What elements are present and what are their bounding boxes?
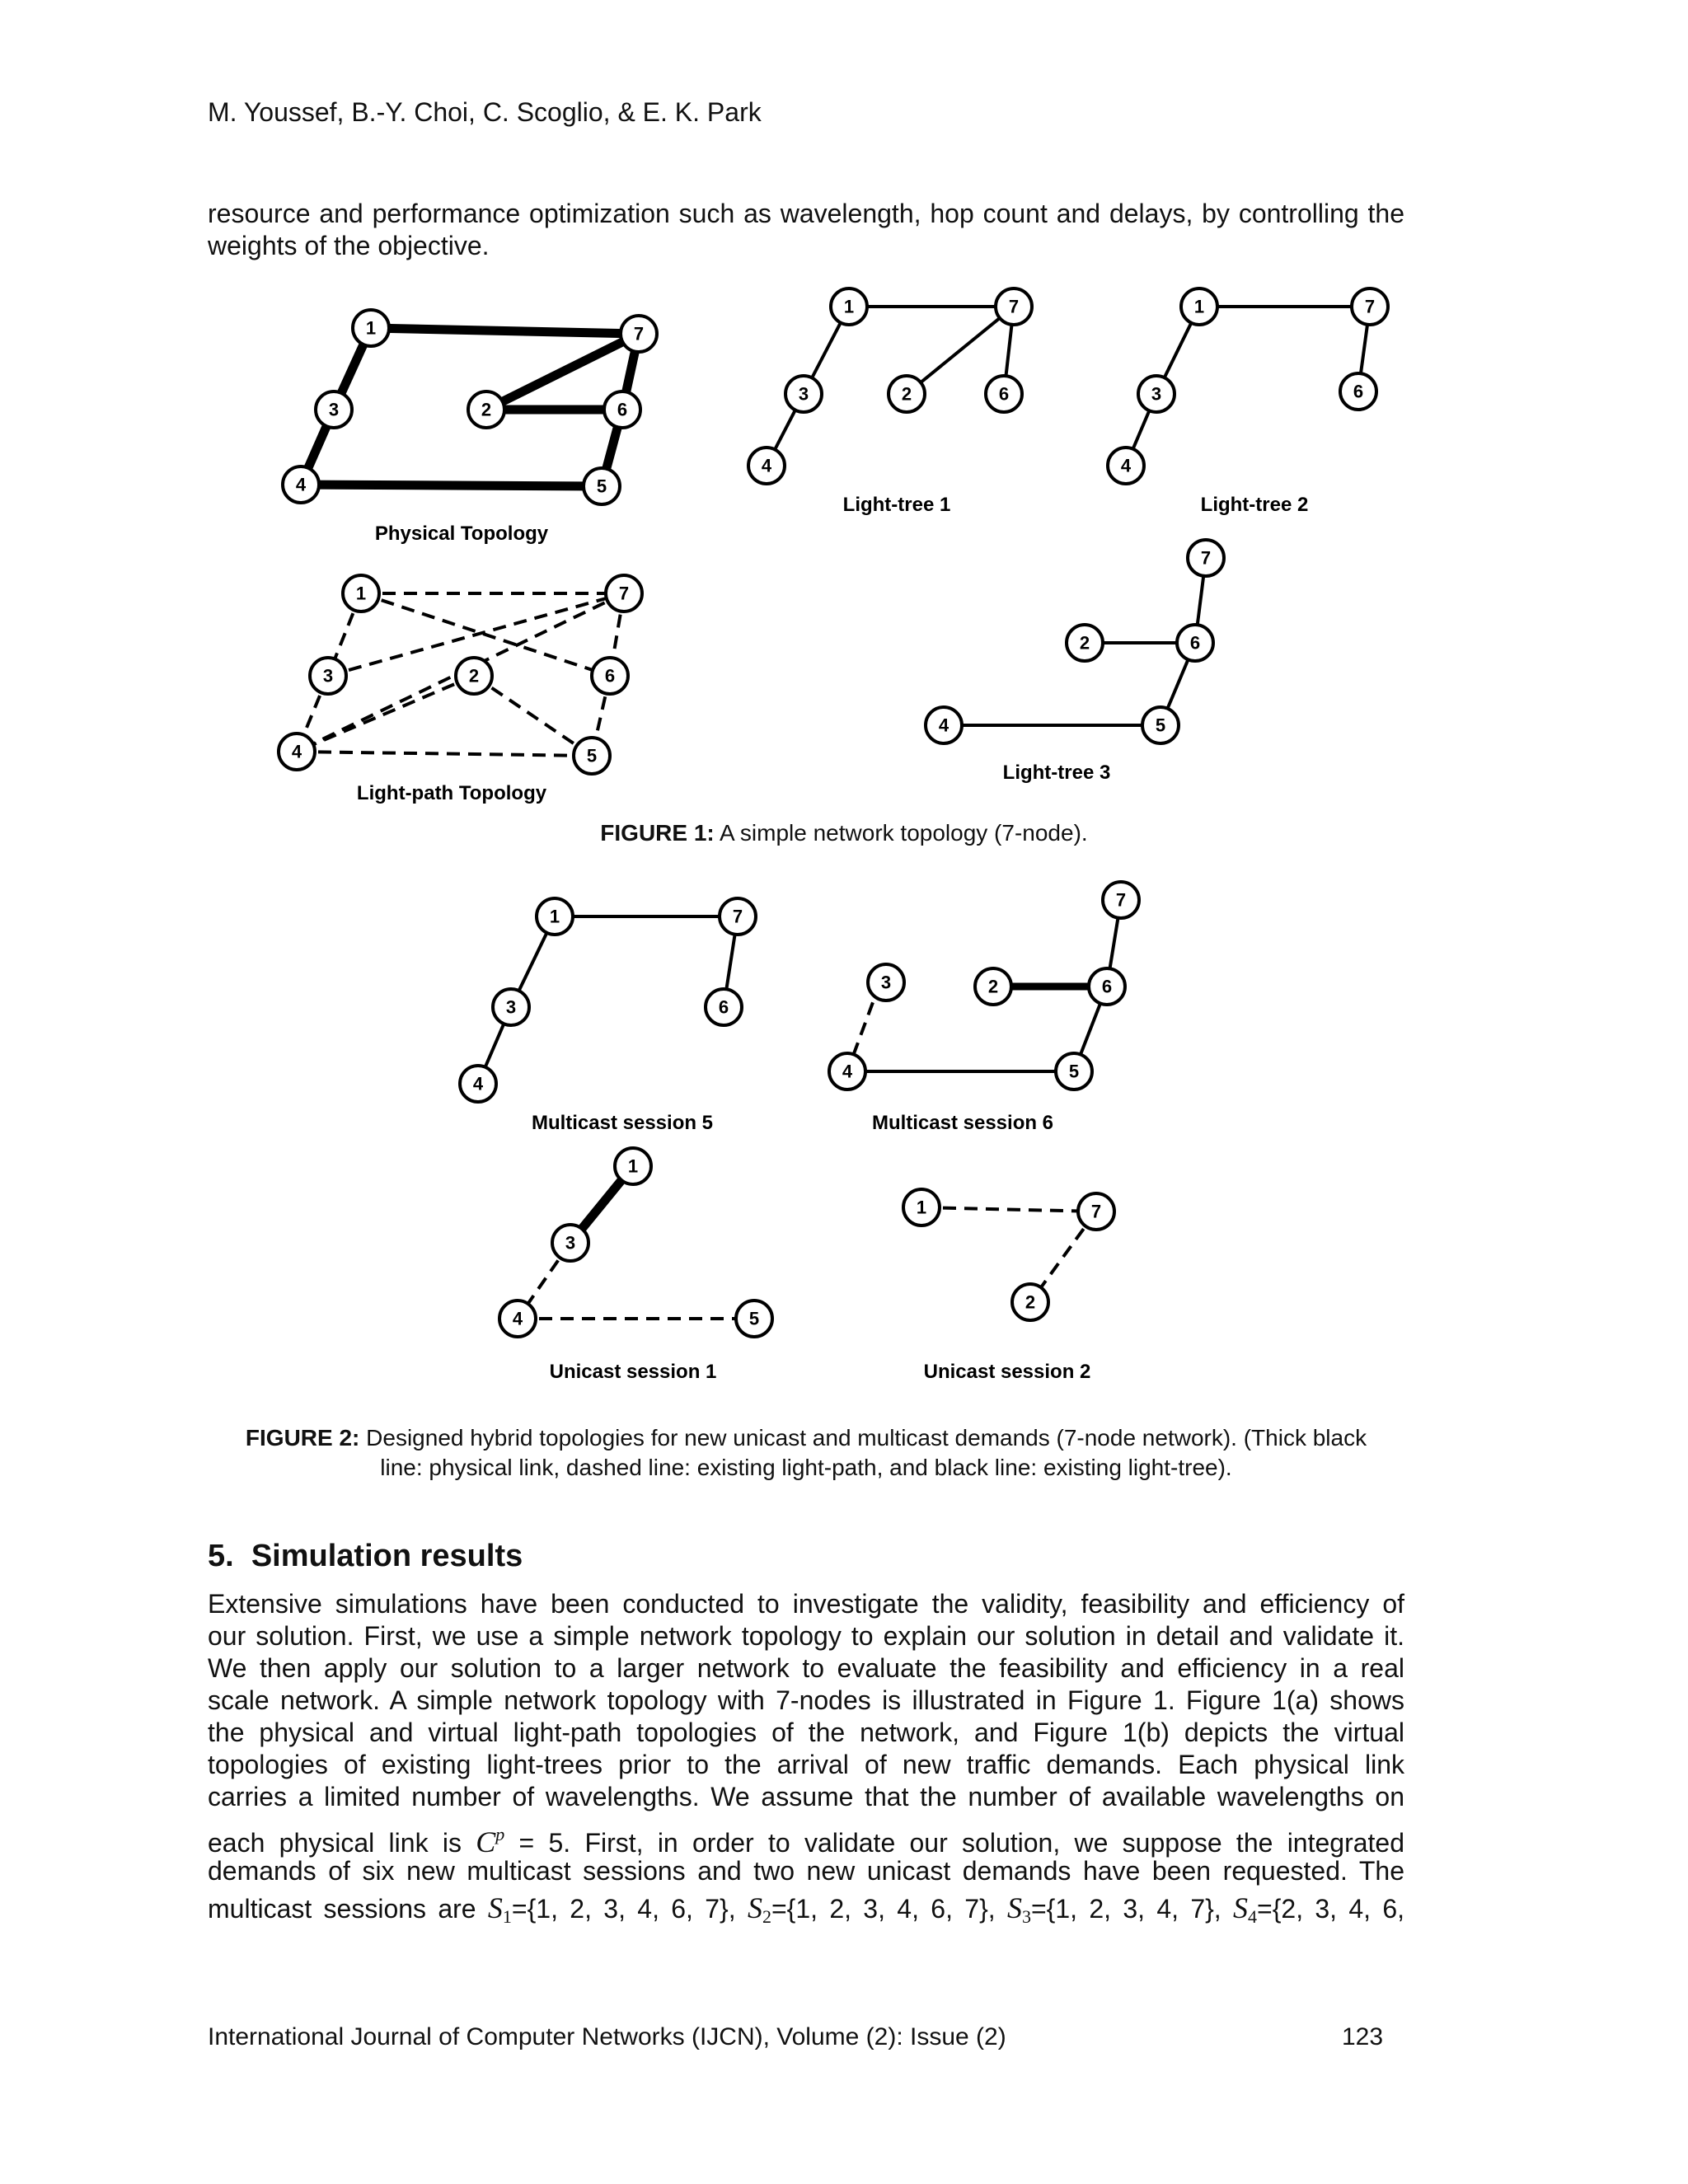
body-text: each physical link is: [208, 1828, 462, 1858]
body-text: = 5. First, in order to validate our solution, we suppose the integrated: [518, 1828, 1405, 1858]
node-label: 6: [1353, 381, 1364, 402]
node-label: 4: [295, 474, 307, 495]
node-label: 3: [328, 399, 340, 420]
node-label: 3: [565, 1232, 576, 1254]
node-label: 1: [355, 583, 367, 604]
node-label: 2: [481, 399, 492, 420]
set-values: ={1, 2, 3, 4, 6, 7},: [771, 1894, 996, 1924]
figure2-caption: [208, 1423, 1404, 1483]
node-label: 2: [1025, 1291, 1036, 1313]
node-label: 6: [718, 996, 729, 1018]
body-line: Extensive simulations have been conducted to investigate the validity, feasibility and efficiency of: [208, 1589, 1404, 1619]
node-label: 6: [1101, 976, 1113, 997]
node-label: 4: [842, 1061, 853, 1082]
body-line: We then apply our solution to a larger network to evaluate the feasibility and efficiency in a real: [208, 1653, 1404, 1683]
uc2-label: Unicast session 2: [923, 1361, 1091, 1383]
node-label: 3: [1151, 383, 1162, 405]
node-label: 1: [843, 296, 855, 317]
node-label: 5: [596, 476, 607, 497]
math-cp: [476, 1825, 504, 1858]
body-line: the physical and virtual light-path topologies of the network, and Figure 1(b) depicts the virtual: [208, 1718, 1404, 1747]
mc5-nodes: [460, 898, 756, 1102]
set-s2: [747, 1891, 996, 1927]
lighttree3-nodes: [926, 540, 1224, 743]
set-values: ={1, 2, 3, 4, 6, 7},: [511, 1894, 736, 1924]
node-label: 2: [1079, 632, 1090, 654]
node-label: 7: [1364, 296, 1376, 317]
set-s3: [1006, 1891, 1221, 1927]
set-values: ={2, 3, 4, 6,: [1257, 1894, 1405, 1924]
figure1-caption-text: A simple network topology (7-node).: [714, 820, 1088, 846]
node-label: 5: [1155, 715, 1166, 736]
node-label: 5: [748, 1308, 760, 1329]
section-title: Simulation results: [251, 1539, 523, 1573]
math-symbol: S: [1233, 1891, 1249, 1924]
figure2-caption-label: FIGURE 2:: [245, 1425, 360, 1451]
set-s1: [487, 1891, 736, 1927]
node-label: 3: [505, 996, 517, 1018]
node-label: 6: [998, 383, 1010, 405]
section-heading: [208, 1539, 523, 1574]
node-label: 7: [633, 323, 645, 344]
page-number: 123: [1342, 2023, 1384, 2050]
math-symbol: C: [476, 1825, 496, 1858]
body-line: carries a limited number of wavelengths. We assume that the number of available wavelengths on: [208, 1782, 1404, 1811]
node-label: 4: [938, 715, 950, 736]
lighttree3-label: Light-tree 3: [1002, 762, 1111, 784]
node-label: 2: [901, 383, 912, 405]
figure2-caption-text-1: Designed hybrid topologies for new unicast and multicast demands (7-node network). (Thick black: [359, 1425, 1367, 1451]
body-paragraph: [208, 1588, 1404, 1929]
lighttree2-label: Light-tree 2: [1200, 494, 1309, 516]
section-number: 5.: [208, 1539, 234, 1573]
intro-paragraph: resource and performance optimization such as wavelength, hop count and delays, by controlling the weights of the objective.: [208, 199, 1404, 260]
mc6-nodes: [829, 882, 1139, 1090]
node-label: 7: [1090, 1201, 1102, 1222]
body-line-with-sets: [208, 1887, 1404, 1929]
lighttree1-nodes: [748, 288, 1032, 484]
figure2-caption-text-2: line: physical link, dashed line: existing light-path, and black line: existing light-tree).: [380, 1455, 1232, 1480]
node-label: 4: [472, 1073, 484, 1094]
node-label: 7: [1200, 547, 1212, 569]
uc1-label: Unicast session 1: [549, 1361, 717, 1383]
lightpath-topology-label: Light-path Topology: [356, 782, 547, 804]
node-label: 2: [987, 976, 999, 997]
node-label: 1: [1193, 296, 1205, 317]
node-label: 4: [512, 1308, 523, 1329]
node-label: 4: [1120, 455, 1132, 476]
lighttree2-nodes: [1108, 288, 1388, 484]
node-label: 7: [1115, 889, 1127, 911]
physical-topology-label: Physical Topology: [374, 523, 549, 545]
node-label: 1: [627, 1155, 639, 1177]
math-subscript: 4: [1248, 1906, 1258, 1927]
body-line: topologies of existing light-trees prior to the arrival of new traffic demands. Each physical link: [208, 1750, 1404, 1779]
body-line-with-math: [208, 1813, 1405, 1858]
footer-journal: International Journal of Computer Networks (IJCN), Volume (2): Issue (2): [208, 2023, 1006, 2050]
math-symbol: S: [1006, 1891, 1022, 1924]
math-subscript: 1: [502, 1906, 512, 1927]
running-header: M. Youssef, B.-Y. Choi, C. Scoglio, & E. K. Park: [208, 97, 762, 127]
node-label: 1: [365, 317, 377, 339]
math-subscript: 2: [762, 1906, 771, 1927]
mc6-label: Multicast session 6: [871, 1112, 1054, 1134]
math-subscript: 3: [1021, 1906, 1031, 1927]
node-label: 3: [322, 665, 334, 687]
math-symbol: S: [747, 1891, 762, 1924]
body-line: our solution. First, we use a simple network topology to explain our solution in detail and validate it.: [208, 1621, 1404, 1651]
math-superscript: p: [495, 1824, 505, 1844]
node-label: 7: [1008, 296, 1020, 317]
node-label: 7: [732, 906, 743, 927]
figure1-caption: [0, 818, 1688, 848]
node-label: 4: [761, 455, 772, 476]
node-label: 5: [1068, 1061, 1080, 1082]
node-label: 2: [468, 665, 480, 687]
node-label: 3: [798, 383, 809, 405]
set-s4: [1233, 1891, 1405, 1927]
figure1-caption-label: FIGURE 1:: [600, 820, 715, 846]
body-line: demands of six new multicast sessions and two new unicast demands have been requested. The: [208, 1856, 1404, 1886]
node-label: 6: [604, 665, 616, 687]
node-label: 1: [549, 906, 560, 927]
body-text: multicast sessions are: [208, 1894, 476, 1924]
set-values: ={1, 2, 3, 4, 7},: [1030, 1894, 1221, 1924]
node-label: 6: [1189, 632, 1201, 654]
node-label: 7: [618, 583, 630, 604]
node-label: 4: [291, 741, 302, 762]
mc5-label: Multicast session 5: [531, 1112, 714, 1134]
lighttree1-label: Light-tree 1: [842, 494, 951, 516]
node-label: 3: [880, 972, 892, 993]
body-line: scale network. A simple network topology with 7-nodes is illustrated in Figure 1. Figure 1(a) shows: [208, 1685, 1404, 1715]
math-symbol: S: [487, 1891, 503, 1924]
node-label: 5: [586, 745, 598, 766]
node-label: 6: [617, 399, 628, 420]
node-label: 1: [916, 1197, 927, 1218]
